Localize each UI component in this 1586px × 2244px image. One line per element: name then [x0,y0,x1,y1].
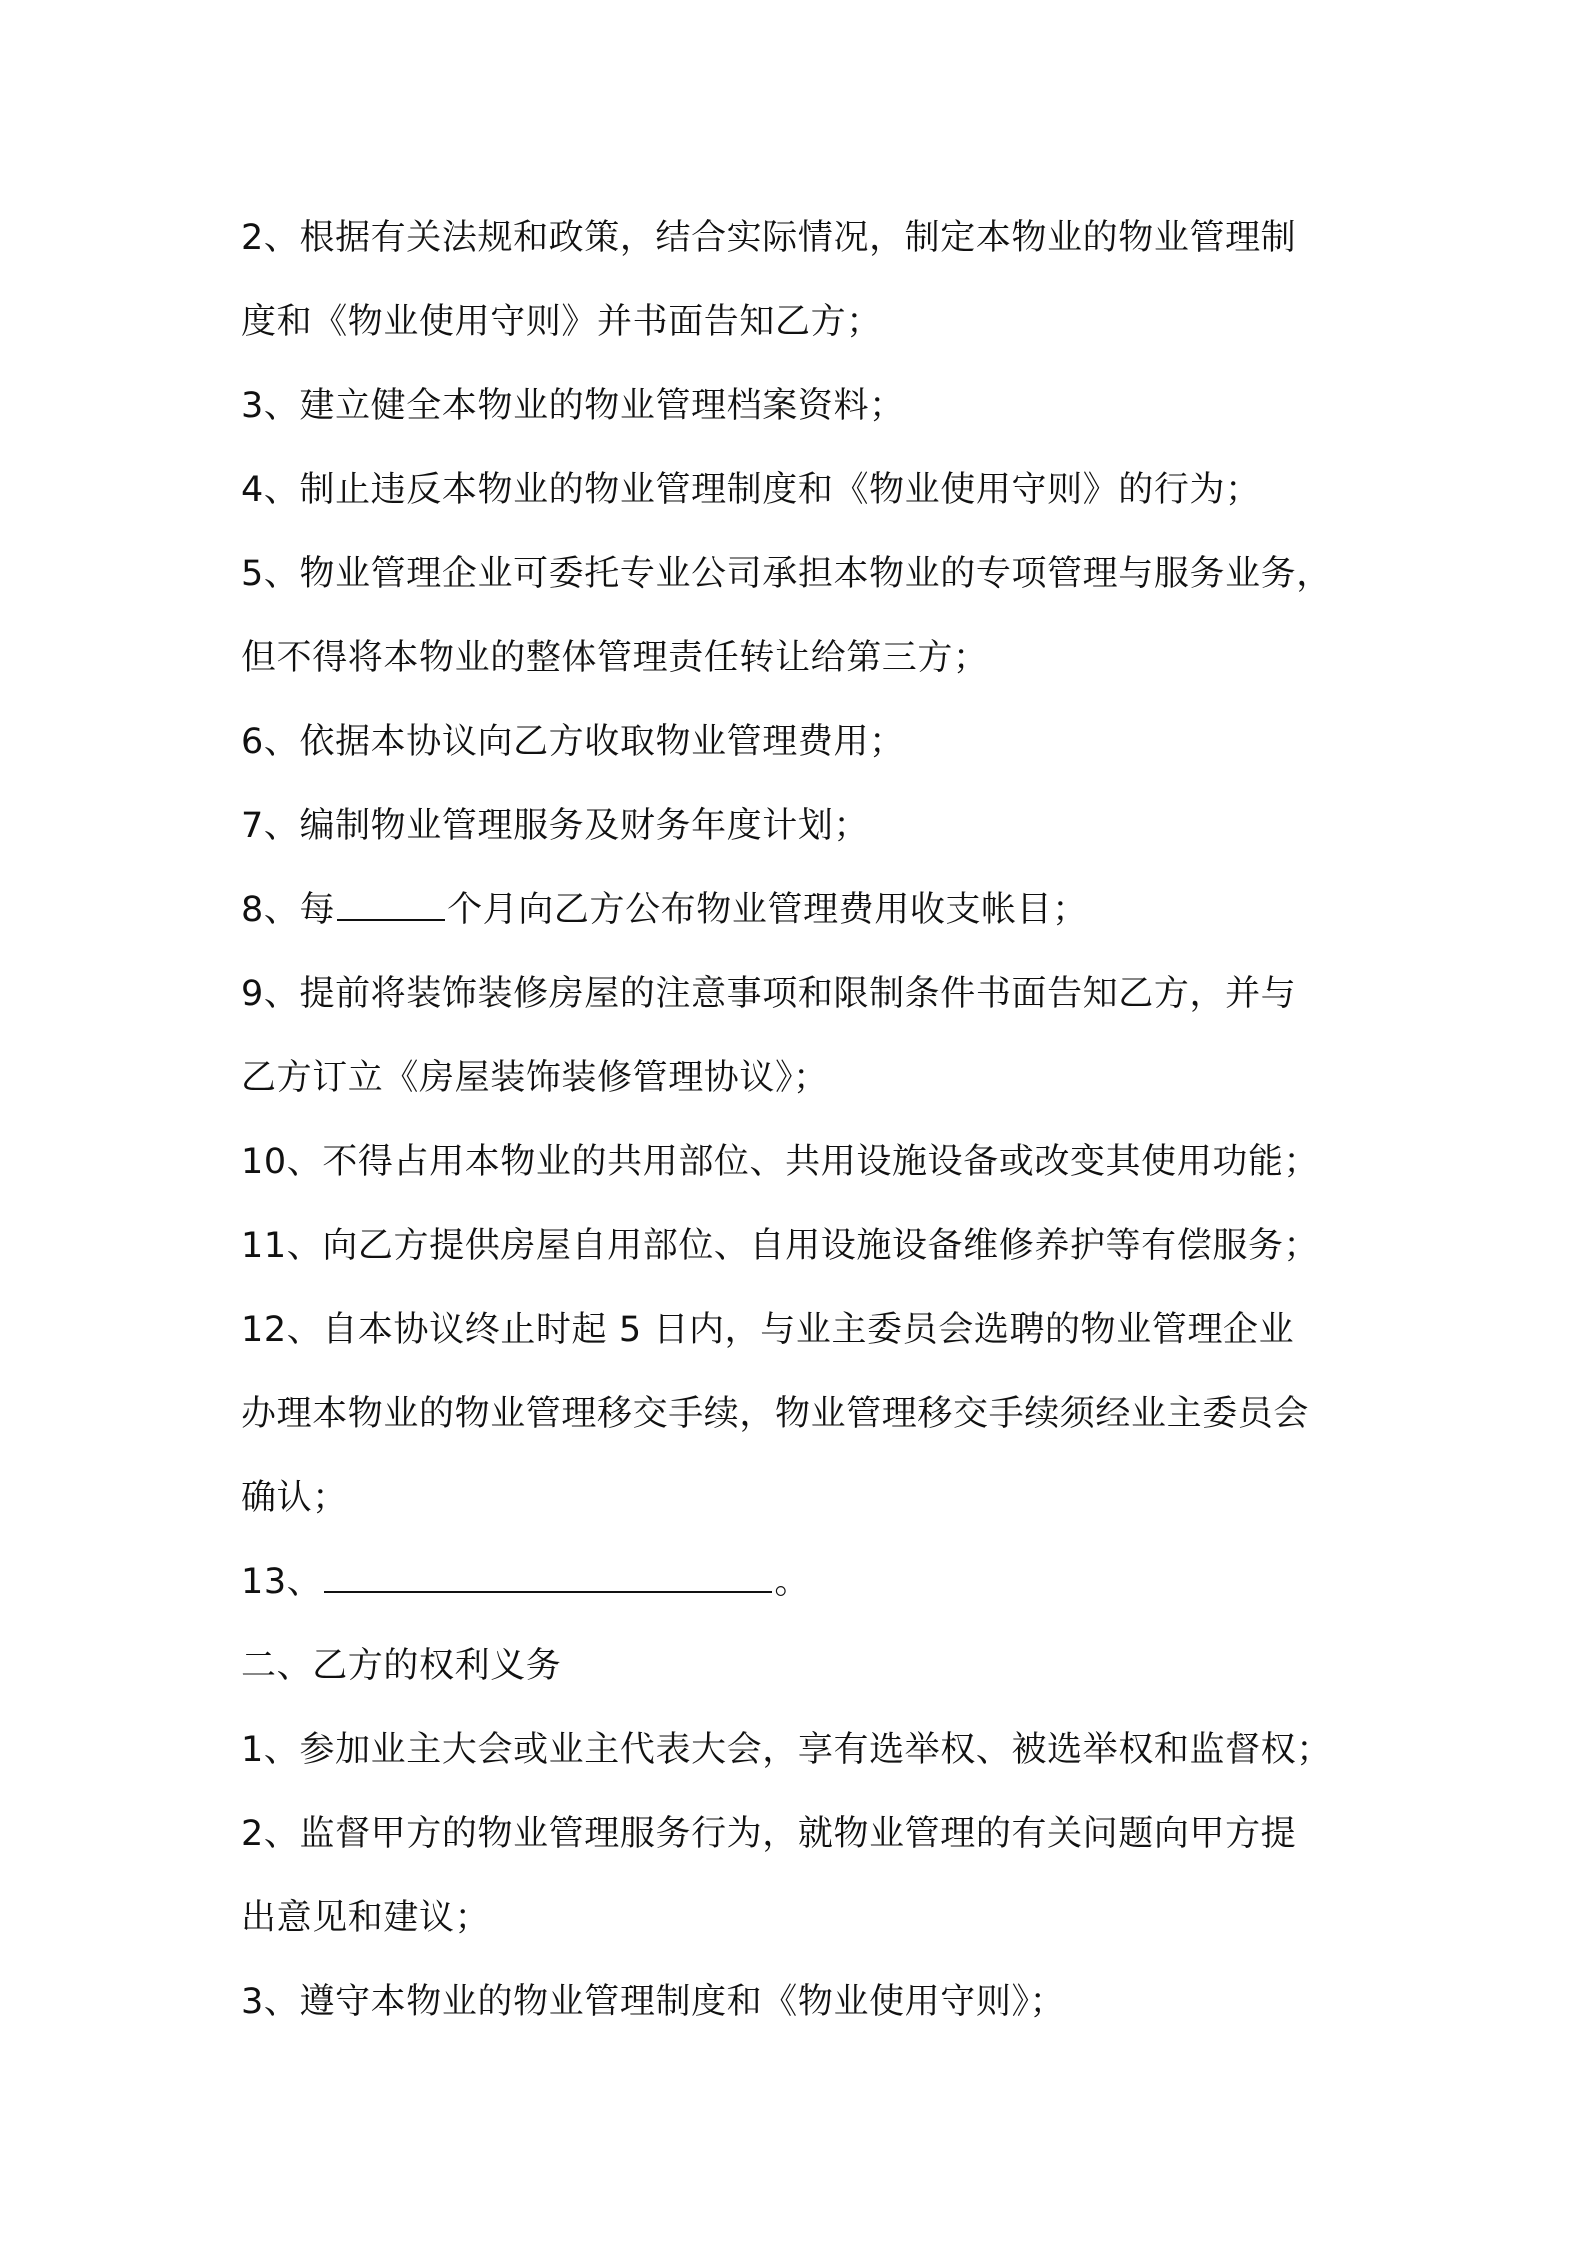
line-suffix: 。 [774,1562,810,1602]
fill-in-blank [324,1561,772,1593]
text-line: 7、编制物业管理服务及财务年度计划； [241,806,870,846]
text-line: 12、自本协议终止时起 5 日内，与业主委员会选聘的物业管理企业 [241,1310,1295,1350]
section-heading: 二、乙方的权利义务 [241,1646,562,1686]
text-line: 但不得将本物业的整体管理责任转让给第三方； [241,638,989,678]
text-line: 出意见和建议； [241,1898,491,1938]
text-line: 办理本物业的物业管理移交手续，物业管理移交手续须经业主委员会 [241,1394,1310,1434]
text-line-with-blank [241,868,1371,952]
text-line: 3、遵守本物业的物业管理制度和《物业使用守则》； [241,1982,1066,2022]
document-body [241,196,1371,2044]
text-line: 度和《物业使用守则》并书面告知乙方； [241,302,882,342]
line-prefix: 8、每 [241,890,336,930]
text-line: 2、根据有关法规和政策，结合实际情况，制定本物业的物业管理制 [241,218,1297,258]
line-prefix: 13、 [241,1562,323,1602]
text-line: 2、监督甲方的物业管理服务行为，就物业管理的有关问题向甲方提 [241,1814,1297,1854]
line-suffix: 个月向乙方公布物业管理费用收支帐目； [447,890,1088,930]
text-line: 确认； [241,1478,348,1518]
text-line: 5、物业管理企业可委托专业公司承担本物业的专项管理与服务业务， [241,554,1332,594]
text-line: 3、建立健全本物业的物业管理档案资料； [241,386,905,426]
text-line: 10、不得占用本物业的共用部位、共用设施设备或改变其使用功能； [241,1142,1320,1182]
text-line: 9、提前将装饰装修房屋的注意事项和限制条件书面告知乙方，并与 [241,974,1297,1014]
text-line: 1、参加业主大会或业主代表大会，享有选举权、被选举权和监督权； [241,1730,1332,1770]
fill-in-blank [337,889,445,921]
text-line: 6、依据本协议向乙方收取物业管理费用； [241,722,905,762]
text-line: 11、向乙方提供房屋自用部位、自用设施设备维修养护等有偿服务； [241,1226,1320,1266]
text-line: 乙方订立《房屋装饰装修管理协议》； [241,1058,829,1098]
text-line-with-blank [241,1540,1371,1624]
text-line: 4、制止违反本物业的物业管理制度和《物业使用守则》的行为； [241,470,1261,510]
